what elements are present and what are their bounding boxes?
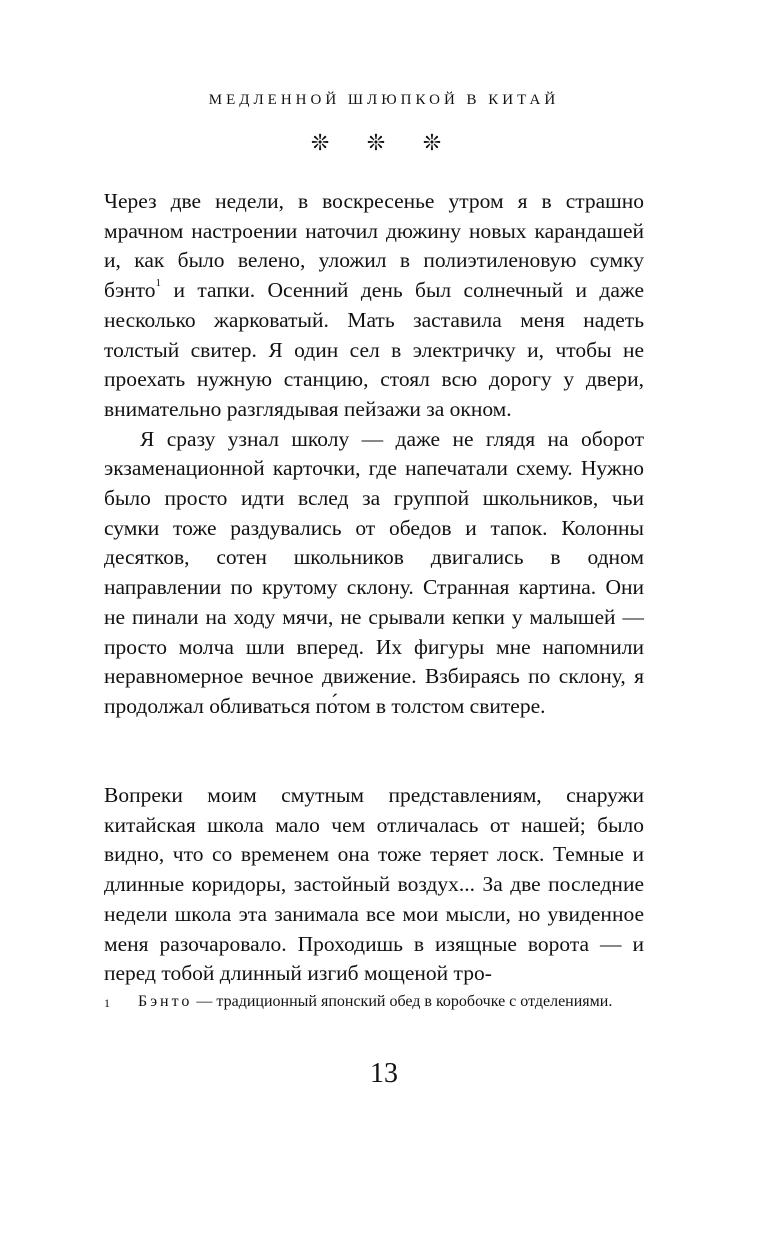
paragraph-1-part-1: Через две недели, в воскресенье утром я в страшно мрачном настроении наточил дюжину новых карандашей и, как было велено, уложил в полиэтиленовую сумку бэнто: [104, 189, 644, 303]
section-break: ❊ ❊ ❊: [310, 130, 458, 155]
footnote: [104, 992, 644, 1012]
footnote-term: Бэнто: [138, 993, 193, 1010]
running-head: МЕДЛЕННОЙ ШЛЮПКОЙ В КИТАЙ: [208, 92, 560, 108]
paragraph-1: [104, 187, 644, 425]
page-number: 13: [370, 1058, 398, 1089]
footnote-definition: — традиционный японский обед в коробочке с отделениями.: [192, 993, 613, 1010]
footnote-number: 1: [104, 996, 110, 1010]
text-block-top: [104, 187, 644, 722]
paragraph-1-part-2: и тапки. Осенний день был солнечный и даже несколько жарковатый. Мать заставила меня надеть толстый свитер. Я один сел в электричку и, чтобы не проехать нужную станцию, стоял всю дорогу у двери, внимательно разглядывая пейзажи за окном.: [104, 278, 644, 421]
footnote-text: [138, 992, 644, 1012]
text-block-bottom: [104, 781, 644, 989]
paragraph-3: Вопреки моим смутным представлениям, снаружи китайская школа мало чем отличалась от нашей; было видно, что со временем она тоже теряет лоск. Темные и длинные коридоры, застойный воздух... За две последние недели школа эта занимала все мои мысли, но увиденное меня разочаровало. Проходишь в изящные ворота — и перед тобой длинный изгиб мощеной тро-: [104, 783, 644, 986]
footnote-reference[interactable]: 1: [155, 277, 162, 290]
paragraph-2: Я сразу узнал школу — даже не глядя на оборот экзаменационной карточки, где напечатали схему. Нужно было просто идти вслед за группой школьников, чьи сумки тоже раздувались от обедов и тапок. Колонны десятков, сотен школьников двигались в одном направлении по крутому склону. Странная картина. Они не пинали на ходу мячи, не срывали кепки у малышей — просто молча шли вперед. Их фигуры мне напомнили неравномерное вечное движение. Взбираясь по склону, я продолжал обливаться по́том в толстом свитере.: [104, 426, 644, 718]
